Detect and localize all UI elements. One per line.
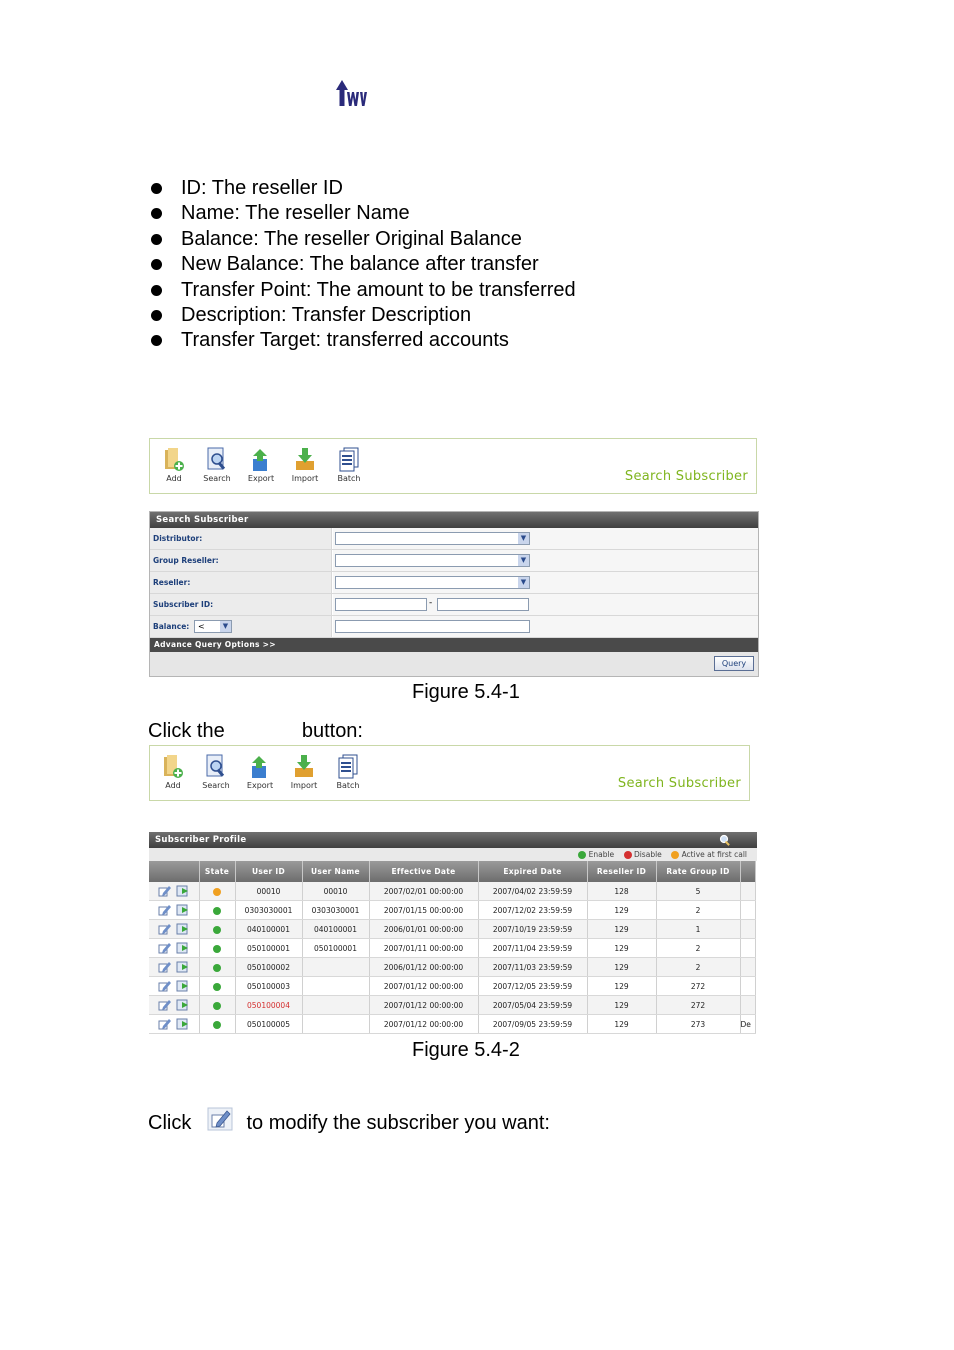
batch-documents-icon [337,447,361,473]
legend-first-call: Active at first call [681,850,747,859]
table-row [149,882,755,901]
row-actions [149,996,199,1015]
row-effective-date: 2007/02/01 00:00:00 [369,882,478,901]
profile-header [149,832,757,848]
row-user-id[interactable]: 040100001 [235,920,302,939]
group-reseller-select[interactable] [335,554,530,567]
button-text: button: [301,720,363,742]
first-call-dot-icon [671,851,679,859]
row-actions [149,901,199,920]
row-state [199,901,235,920]
bullet-item: New Balance: The balance after transfer [148,252,576,277]
detail-icon[interactable] [176,980,190,992]
row-state [199,977,235,996]
import-icon [292,754,316,780]
row-expired-date: 2007/09/05 23:59:59 [478,1015,587,1034]
subscriber-id-row [150,594,758,616]
edit-icon[interactable] [158,1018,172,1030]
detail-icon[interactable] [176,904,190,916]
row-effective-date: 2007/01/12 00:00:00 [369,1015,478,1034]
edit-icon[interactable] [158,904,172,916]
row-reseller-id: 129 [587,996,656,1015]
row-effective-date: 2006/01/12 00:00:00 [369,958,478,977]
disable-dot-icon [624,851,632,859]
row-actions [149,958,199,977]
table-row [149,958,755,977]
table-row [149,901,755,920]
detail-icon[interactable] [176,923,190,935]
reseller-row [150,572,758,594]
toolbar [149,745,750,801]
balance-input[interactable] [335,620,530,633]
col-extra [740,861,755,882]
field-description-list [148,176,576,354]
row-user-id[interactable]: 050100001 [235,939,302,958]
add-folder-icon [161,754,185,780]
col-user-name[interactable]: User Name [302,861,369,882]
row-reseller-id: 129 [587,939,656,958]
row-user-name [302,958,369,977]
row-user-name [302,977,369,996]
row-reseller-id: 129 [587,977,656,996]
balance-operator-value: < [198,622,205,631]
click-the-text: Click the [148,720,225,742]
batch-button[interactable] [329,447,369,483]
row-state [199,920,235,939]
row-extra [740,882,755,901]
row-user-id[interactable]: 050100004 [235,996,302,1015]
row-reseller-id: 129 [587,901,656,920]
col-expired-date[interactable]: Expired Date [478,861,587,882]
import-label: Import [290,781,318,790]
search-button[interactable] [197,447,237,483]
row-expired-date: 2007/05/04 23:59:59 [478,996,587,1015]
search-icon [204,754,228,780]
row-effective-date: 2007/01/15 00:00:00 [369,901,478,920]
subscriber-profile-panel [149,832,757,1034]
edit-icon[interactable] [158,999,172,1011]
query-bar [150,652,758,676]
row-state [199,939,235,958]
advance-query-link[interactable]: Advance Query Options >> [150,638,758,652]
import-icon [293,447,317,473]
row-extra [740,901,755,920]
subscriber-table [149,861,756,1034]
balance-label-text: Balance: [153,622,190,631]
search-icon [205,447,229,473]
profile-title: Subscriber Profile [155,835,247,845]
export-label: Export [246,781,274,790]
row-user-name [302,1015,369,1034]
row-expired-date: 2007/11/04 23:59:59 [478,939,587,958]
row-expired-date: 2007/04/02 23:59:59 [478,882,587,901]
row-extra [740,920,755,939]
row-extra [740,939,755,958]
row-extra [740,996,755,1015]
row-expired-date: 2007/12/02 23:59:59 [478,901,587,920]
batch-documents-icon [336,754,360,780]
import-button[interactable] [284,754,324,790]
detail-icon[interactable] [176,942,190,954]
click-text: Click [148,1112,192,1134]
range-separator: - [429,598,433,608]
legend-disable: Disable [633,850,662,859]
subscriber-id-to-input[interactable] [437,598,529,611]
state-dot-icon [213,1021,221,1029]
export-icon [248,754,272,780]
row-rate-group-id: 272 [656,977,740,996]
batch-label: Batch [336,781,360,790]
instruction-text [148,720,363,743]
figure-caption: Figure 5.4-2 [412,1039,520,1061]
state-dot-icon [213,983,221,991]
import-button[interactable] [285,447,325,483]
detail-icon[interactable] [176,961,190,973]
row-state [199,996,235,1015]
add-label: Add [166,474,182,483]
state-legend [149,848,757,861]
search-label: Search [203,474,231,483]
row-expired-date: 2007/12/05 23:59:59 [478,977,587,996]
add-button[interactable] [153,754,193,790]
add-folder-icon [162,447,186,473]
edit-icon[interactable] [158,885,172,897]
search-subscriber-panel [149,511,759,677]
row-actions [149,1015,199,1034]
row-user-id[interactable]: 050100005 [235,1015,302,1034]
batch-button[interactable] [328,754,368,790]
row-rate-group-id: 2 [656,901,740,920]
magnifier-icon[interactable] [719,834,731,846]
state-dot-icon [213,1002,221,1010]
row-effective-date: 2007/01/11 00:00:00 [369,939,478,958]
add-button[interactable] [154,447,194,483]
distributor-select[interactable] [335,532,530,545]
table-row [149,977,755,996]
enable-dot-icon [578,851,586,859]
col-user-id[interactable]: User ID [235,861,302,882]
state-dot-icon [213,907,221,915]
detail-icon[interactable] [176,1018,190,1030]
export-button[interactable] [241,447,281,483]
row-expired-date: 2007/10/19 23:59:59 [478,920,587,939]
table-header-row [149,861,755,882]
chevron-down-icon: ▼ [518,577,529,588]
panel-title: Search Subscriber [150,512,758,528]
row-user-name: 050100001 [302,939,369,958]
distributor-label: Distributor: [150,528,332,549]
row-rate-group-id: 273 [656,1015,740,1034]
bullet-item: Name: The reseller Name [148,201,576,226]
row-user-id[interactable]: 00010 [235,882,302,901]
group-reseller-label: Group Reseller: [150,550,332,571]
modify-text: to modify the subscriber you want: [246,1112,550,1134]
detail-icon[interactable] [176,885,190,897]
row-user-name: 0303030001 [302,901,369,920]
subscriber-id-from-input[interactable] [335,598,427,611]
row-effective-date: 2007/01/12 00:00:00 [369,977,478,996]
bullet-item: Balance: The reseller Original Balance [148,227,576,252]
figure-caption: Figure 5.4-1 [412,681,520,703]
state-dot-icon [213,926,221,934]
edit-icon[interactable] [158,961,172,973]
row-actions [149,939,199,958]
row-user-id[interactable]: 0303030001 [235,901,302,920]
detail-icon[interactable] [176,999,190,1011]
row-reseller-id: 129 [587,920,656,939]
col-state[interactable]: State [199,861,235,882]
row-user-name: 040100001 [302,920,369,939]
row-extra [740,958,755,977]
row-reseller-id: 129 [587,958,656,977]
toolbar [149,438,757,494]
col-reseller-id[interactable]: Reseller ID [587,861,656,882]
company-logo [332,78,368,108]
edit-icon [207,1107,233,1131]
edit-icon[interactable] [158,923,172,935]
row-user-id[interactable]: 050100003 [235,977,302,996]
row-expired-date: 2007/11/03 23:59:59 [478,958,587,977]
export-icon [249,447,273,473]
search-label: Search [202,781,230,790]
row-actions [149,882,199,901]
row-user-name: 00010 [302,882,369,901]
balance-row [150,616,758,638]
row-reseller-id: 129 [587,1015,656,1034]
row-rate-group-id: 5 [656,882,740,901]
row-reseller-id: 128 [587,882,656,901]
row-user-id[interactable]: 050100002 [235,958,302,977]
state-dot-icon [213,888,221,896]
group-reseller-row [150,550,758,572]
balance-operator-select[interactable] [194,620,232,633]
row-extra [740,977,755,996]
legend-enable: Enable [588,850,615,859]
edit-icon[interactable] [158,942,172,954]
toolbar-title: Search Subscriber [617,776,741,791]
bullet-item: Transfer Target: transferred accounts [148,328,576,353]
state-dot-icon [213,964,221,972]
row-rate-group-id: 1 [656,920,740,939]
search-button[interactable] [196,754,236,790]
state-dot-icon [213,945,221,953]
row-extra: De [740,1015,755,1034]
export-label: Export [247,474,275,483]
bullet-item: ID: The reseller ID [148,176,576,201]
modify-instruction [148,1107,550,1135]
reseller-label: Reseller: [150,572,332,593]
table-row [149,939,755,958]
bullet-item: Description: Transfer Description [148,303,576,328]
row-state [199,958,235,977]
edit-icon[interactable] [158,980,172,992]
add-label: Add [165,781,181,790]
row-actions [149,977,199,996]
table-row [149,920,755,939]
row-effective-date: 2006/01/01 00:00:00 [369,920,478,939]
chevron-down-icon: ▼ [518,533,529,544]
table-row [149,996,755,1015]
row-rate-group-id: 2 [656,958,740,977]
query-button[interactable]: Query [714,656,754,671]
row-rate-group-id: 272 [656,996,740,1015]
bullet-item: Transfer Point: The amount to be transferred [148,278,576,303]
batch-label: Batch [337,474,361,483]
table-row [149,1015,755,1034]
import-label: Import [291,474,319,483]
reseller-select[interactable] [335,576,530,589]
row-effective-date: 2007/01/12 00:00:00 [369,996,478,1015]
row-actions [149,920,199,939]
row-state [199,882,235,901]
export-button[interactable] [240,754,280,790]
toolbar-title: Search Subscriber [624,469,748,484]
subscriber-id-label: Subscriber ID: [150,594,332,615]
chevron-down-icon: ▼ [220,621,231,632]
chevron-down-icon: ▼ [518,555,529,566]
col-rate-group-id[interactable]: Rate Group ID [656,861,740,882]
row-state [199,1015,235,1034]
distributor-row [150,528,758,550]
col-effective-date[interactable]: Effective Date [369,861,478,882]
col-actions [149,861,199,882]
row-user-name [302,996,369,1015]
balance-label [150,616,332,637]
row-rate-group-id: 2 [656,939,740,958]
